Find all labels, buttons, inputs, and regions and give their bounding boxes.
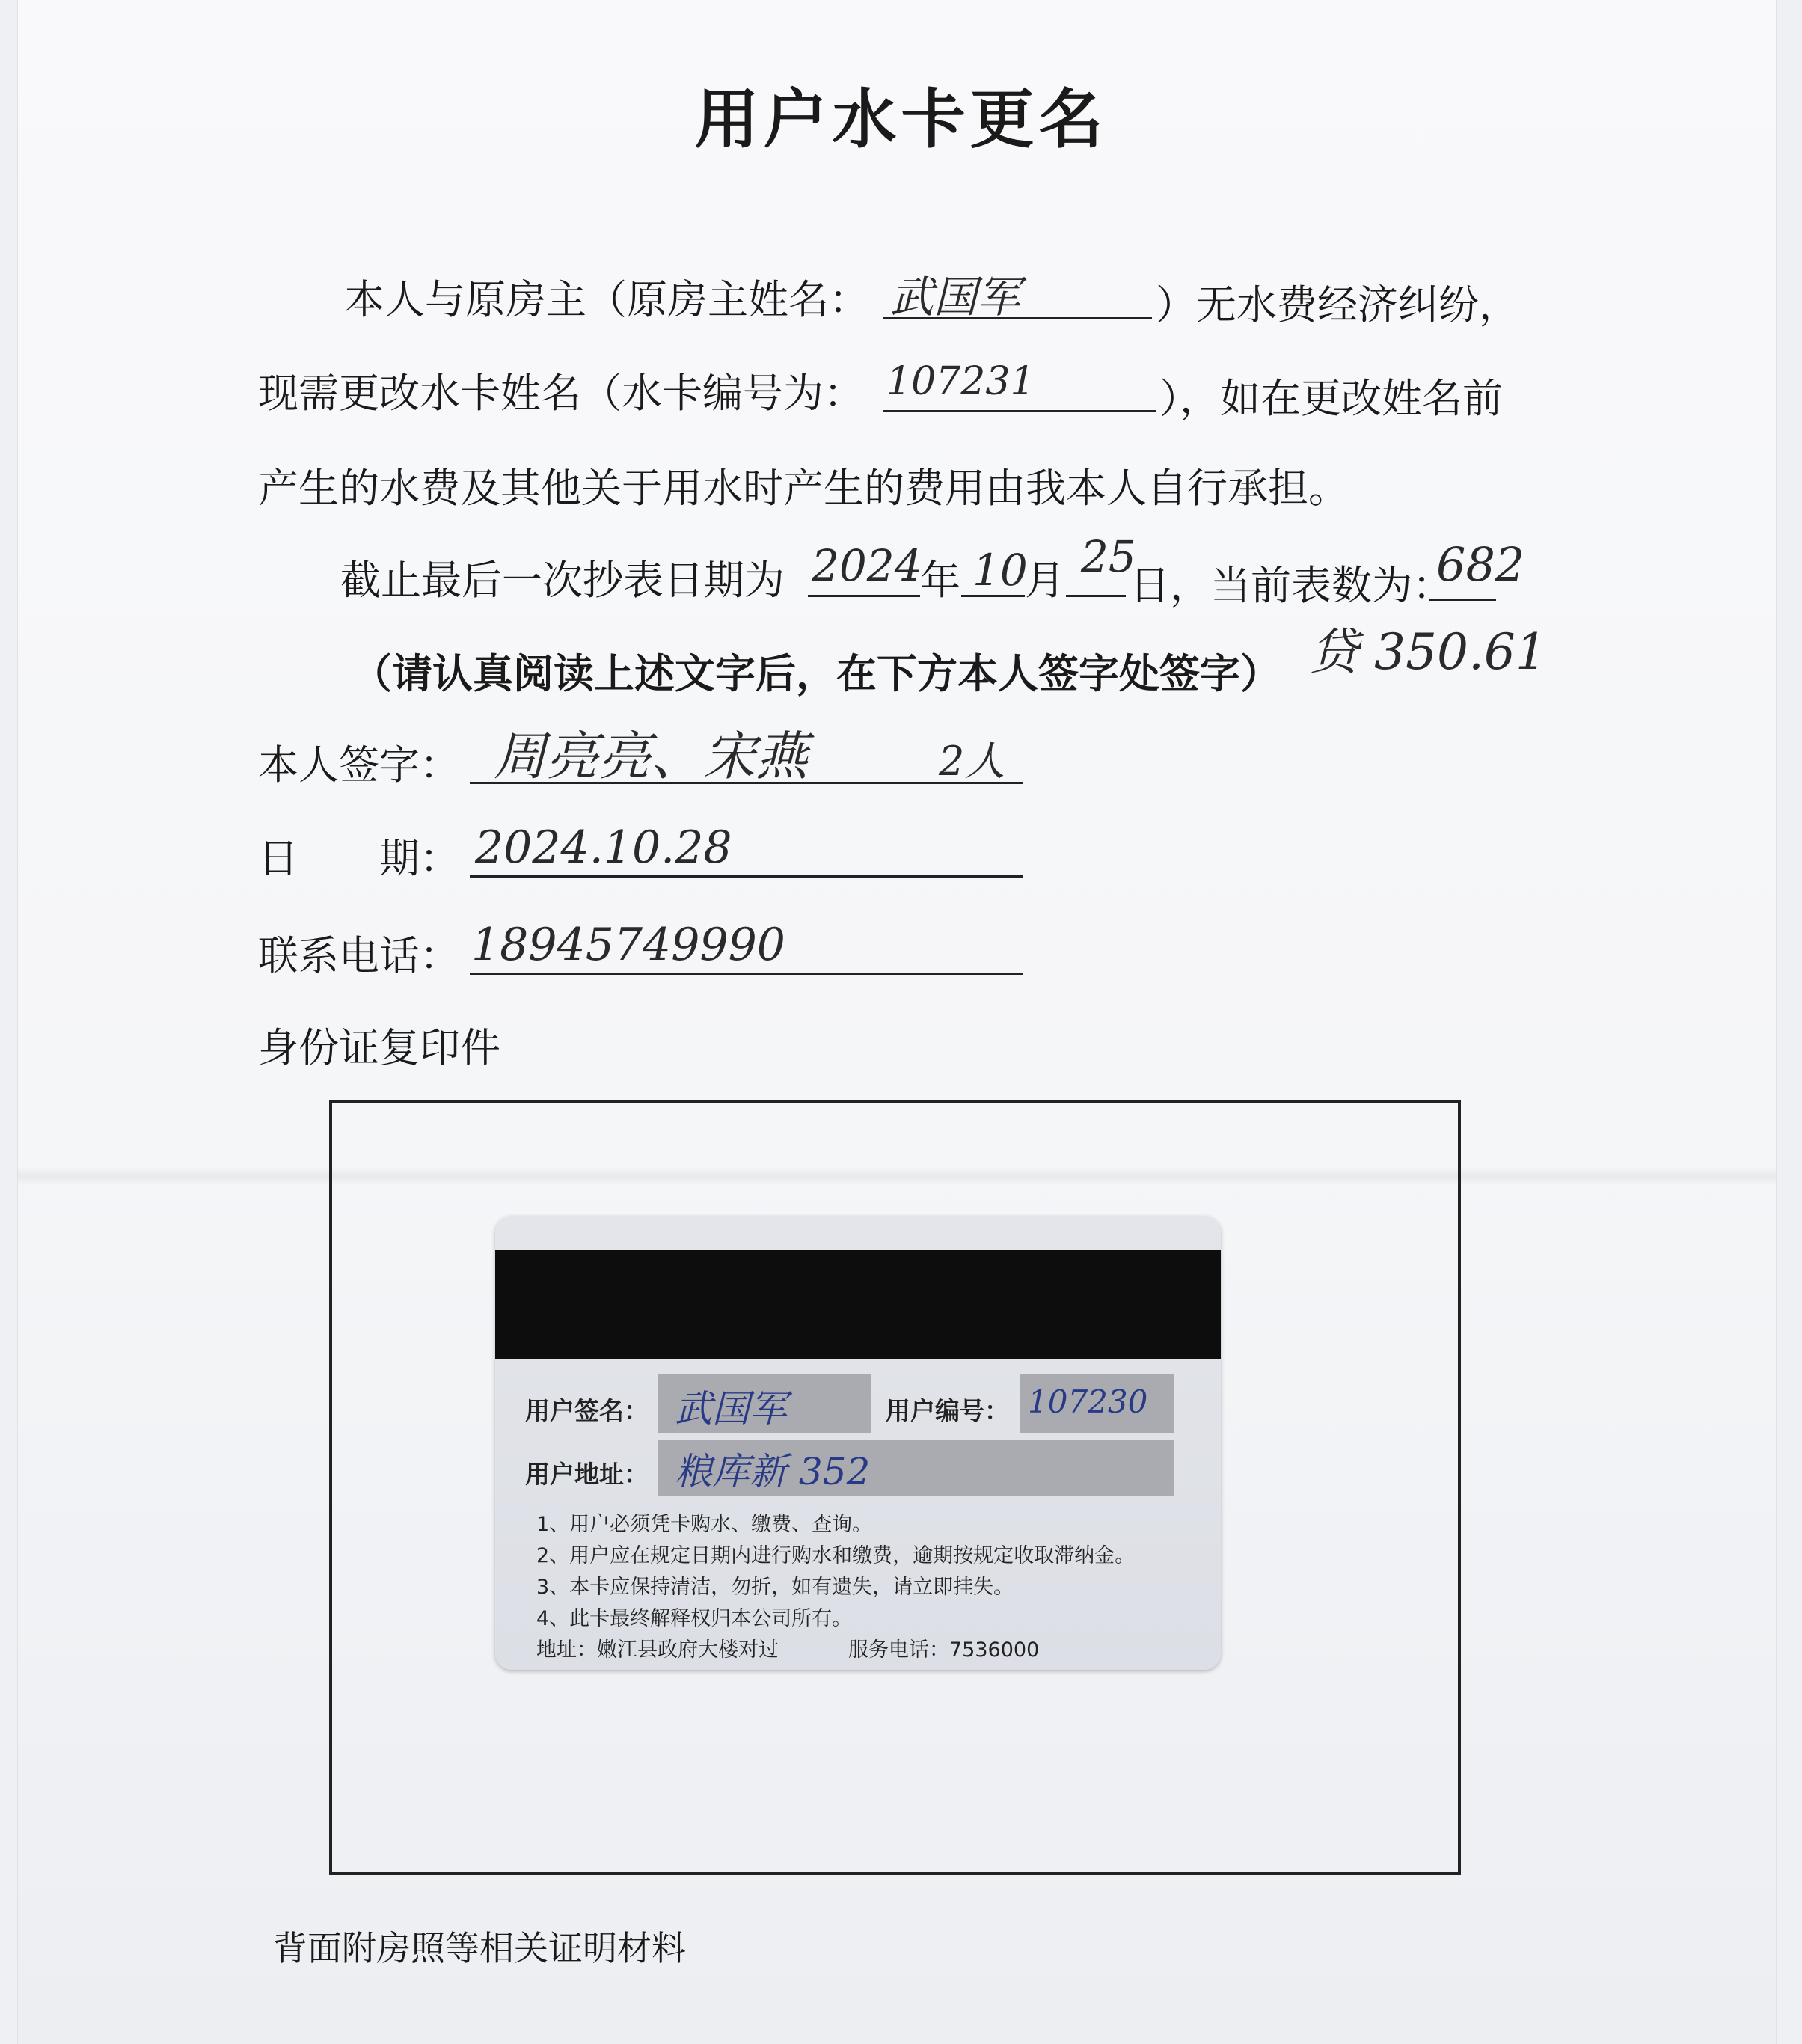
footer-text: 背面附房照等相关证明材料 bbox=[273, 1928, 686, 1968]
para2-suffix: ），如在更改姓名前 bbox=[1159, 375, 1503, 422]
card-address-handwritten: 粮库新 352 bbox=[675, 1450, 871, 1493]
para2-prefix: 现需更改水卡姓名（水卡编号为： bbox=[258, 370, 864, 417]
date-label: 日 期： bbox=[258, 835, 460, 882]
card-number-handwritten: 107231 bbox=[886, 359, 1035, 404]
notice-text: （请认真阅读上述文字后，在下方本人签字处签字） bbox=[352, 650, 1281, 697]
meter-value-handwritten: 682 bbox=[1436, 537, 1525, 592]
signature-underline bbox=[470, 782, 1023, 784]
day-underline bbox=[1066, 595, 1126, 597]
year-underline bbox=[808, 595, 920, 597]
card-rule-2: 2、用户应在规定日期内进行购水和缴费，逾期按规定收取滞纳金。 bbox=[536, 1544, 1136, 1567]
signature-label: 本人签字： bbox=[258, 741, 460, 789]
card-user-name-label: 用户签名： bbox=[525, 1396, 649, 1425]
owner-name-underline bbox=[883, 317, 1152, 319]
id-copy-label: 身份证复印件 bbox=[258, 1024, 500, 1071]
card-number-underline bbox=[883, 410, 1156, 412]
card-rule-1: 1、用户必须凭卡购水、缴费、查询。 bbox=[536, 1513, 873, 1536]
para1-prefix: 本人与原房主（原房主姓名： bbox=[344, 276, 869, 323]
card-footer-address: 地址：嫩江县政府大楼对过 bbox=[536, 1638, 779, 1662]
reading-prefix: 截止最后一次抄表日期为 bbox=[340, 557, 785, 604]
card-user-name-handwritten: 武国军 bbox=[675, 1387, 787, 1431]
reading-day-handwritten: 25 bbox=[1081, 531, 1136, 582]
document-title: 用户水卡更名 bbox=[694, 82, 1108, 157]
reading-year-handwritten: 2024 bbox=[812, 540, 922, 591]
para1-suffix: ）无水费经济纠纷， bbox=[1156, 281, 1519, 328]
para3-text: 产生的水费及其他关于用水时产生的费用由我本人自行承担。 bbox=[258, 465, 1349, 512]
year-label: 年 bbox=[920, 557, 960, 604]
signature-count-handwritten: 2人 bbox=[939, 738, 1005, 785]
card-user-number-handwritten: 107230 bbox=[1028, 1383, 1148, 1420]
water-card bbox=[495, 1216, 1221, 1670]
card-address-label: 用户地址： bbox=[525, 1460, 649, 1489]
magnetic-stripe bbox=[495, 1250, 1221, 1359]
phone-label: 联系电话： bbox=[258, 932, 460, 979]
reading-month-handwritten: 10 bbox=[972, 545, 1028, 596]
phone-handwritten: 18945749990 bbox=[471, 919, 785, 971]
card-rule-3: 3、本卡应保持清洁，勿折，如有遗失，请立即挂失。 bbox=[536, 1576, 1014, 1599]
day-label: 日，当前表数为： bbox=[1130, 562, 1453, 609]
date-handwritten: 2024.10.28 bbox=[475, 821, 732, 874]
card-footer-phone: 服务电话：7536000 bbox=[848, 1638, 1040, 1662]
phone-underline bbox=[470, 973, 1023, 975]
card-rule-4: 4、此卡最终解释权归本公司所有。 bbox=[536, 1607, 853, 1630]
month-label: 月 bbox=[1025, 557, 1065, 604]
month-underline bbox=[961, 595, 1025, 597]
meter-underline bbox=[1429, 599, 1496, 601]
date-underline bbox=[470, 875, 1023, 878]
owner-name-handwritten: 武国军 bbox=[890, 272, 1021, 322]
signature-handwritten: 周亮亮、宋燕 bbox=[494, 726, 808, 787]
card-user-number-label: 用户编号： bbox=[886, 1396, 1009, 1425]
balance-handwritten: 贷 350.61 bbox=[1309, 623, 1547, 681]
